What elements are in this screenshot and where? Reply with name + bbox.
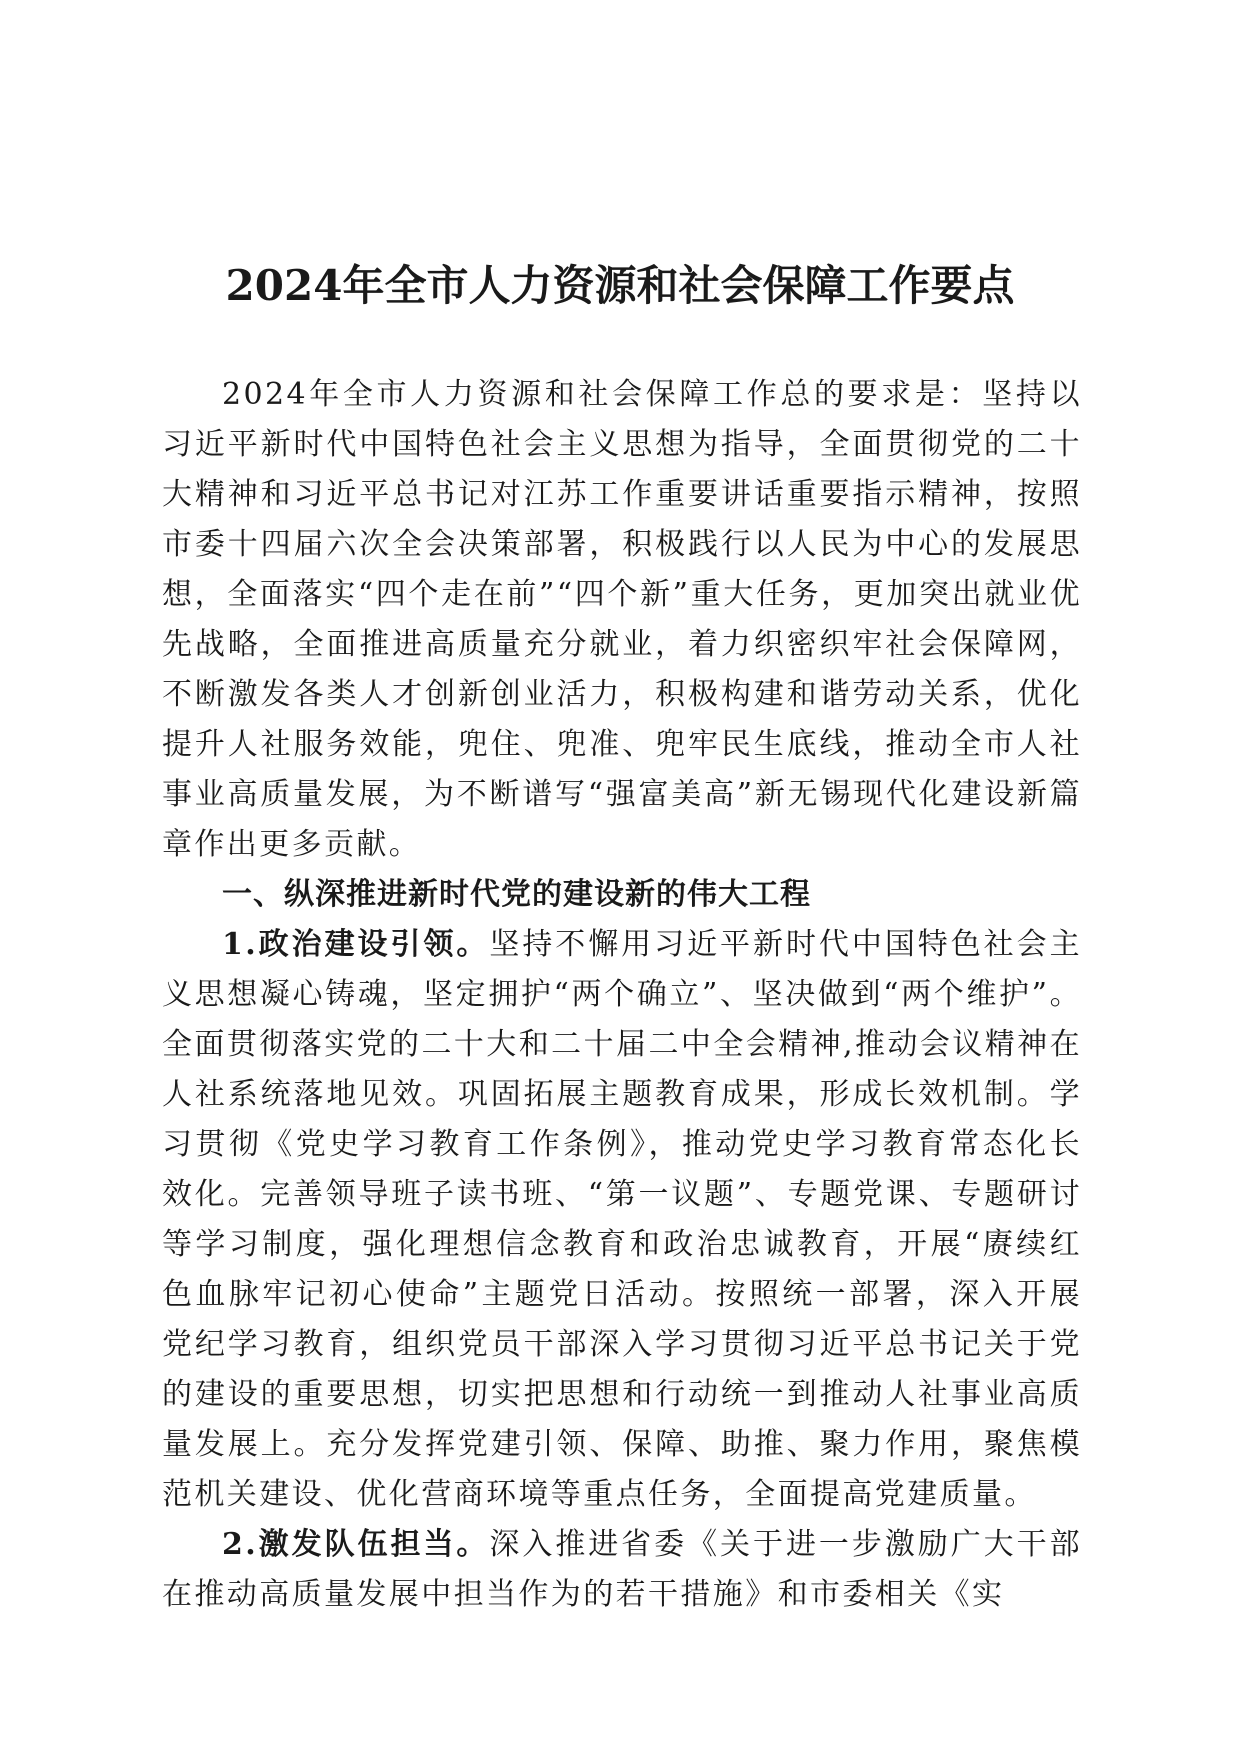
item-lead-2: 2.激发队伍担当。 bbox=[222, 1527, 490, 1562]
section-heading-1: 一、纵深推进新时代党的建设新的伟大工程 bbox=[222, 877, 811, 912]
item-lead-1: 1.政治建设引领。 bbox=[222, 927, 490, 962]
item-paragraph-1 bbox=[162, 920, 1082, 1520]
document-title: 2024年全市人力资源和社会保障工作要点 bbox=[225, 261, 1015, 311]
document-body bbox=[162, 370, 1082, 1620]
intro-paragraph: 2024年全市人力资源和社会保障工作总的要求是：坚持以习近平新时代中国特色社会主义思想为指导，全面贯彻党的二十大精神和习近平总书记对江苏工作重要讲话重要指示精神，按照市委十四届六次全会决策部署，积极践行以人民为中心的发展思想，全面落实“四个走在前”“四个新”重大任务，更加突出就业优先战略，全面推进高质量充分就业，着力织密织牢社会保障网，不断激发各类人才创新创业活力，积极构建和谐劳动关系，优化提升人社服务效能，兜住、兜准、兜牢民生底线，推动全市人社事业高质量发展，为不断谱写“强富美高”新无锡现代化建设新篇章作出更多贡献。 bbox=[162, 377, 1082, 862]
item-paragraph-2 bbox=[162, 1520, 1082, 1620]
item-text-2: 深入推进省委《关于进一步激励广大干部在推动高质量发展中担当作为的若干措施》和市委相关《实 bbox=[162, 1527, 1082, 1612]
item-text-1: 坚持不懈用习近平新时代中国特色社会主义思想凝心铸魂，坚定拥护“两个确立”、坚决做到“两个维护”。全面贯彻落实党的二十大和二十届二中全会精神,推动会议精神在人社系统落地见效。巩固拓展主题教育成果，形成长效机制。学习贯彻《党史学习教育工作条例》，推动党史学习教育常态化长效化。完善领导班子读书班、“第一议题”、专题党课、专题研讨等学习制度，强化理想信念教育和政治忠诚教育，开展“赓续红色血脉牢记初心使命”主题党日活动。按照统一部署，深入开展党纪学习教育，组织党员干部深入学习贯彻习近平总书记关于党的建设的重要思想，切实把思想和行动统一到推动人社事业高质量发展上。充分发挥党建引领、保障、助推、聚力作用，聚焦模范机关建设、优化营商环境等重点任务，全面提高党建质量。 bbox=[162, 927, 1082, 1512]
